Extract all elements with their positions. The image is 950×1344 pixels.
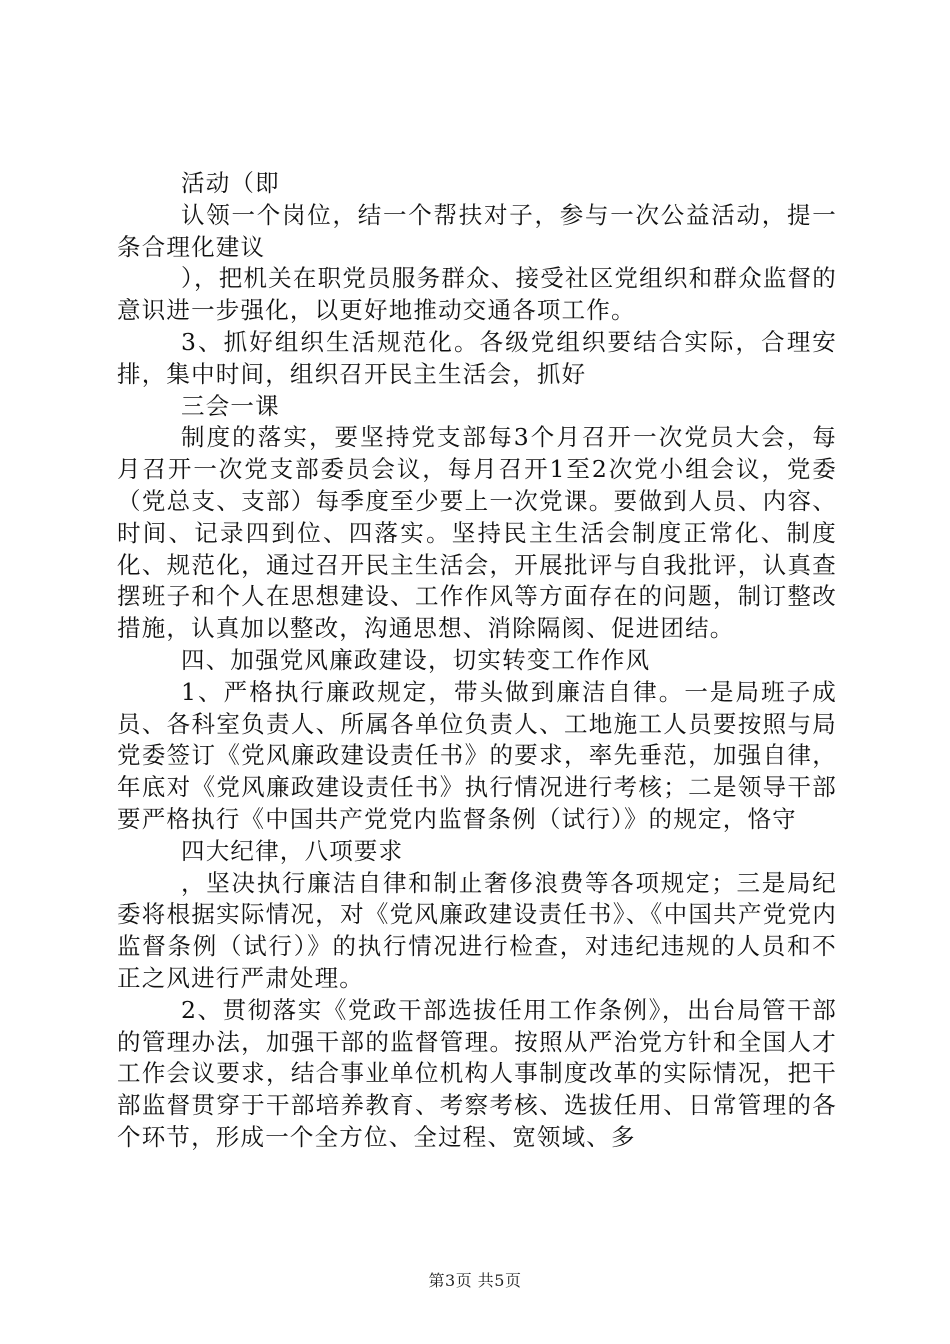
document-body — [117, 168, 837, 1154]
paragraph: 1、严格执行廉政规定，带头做到廉洁自律。一是局班子成员、各科室负责人、所属各单位负责人、工地施工人员要按照与局党委签订《党风廉政建设责任书》的要求，率先垂范，加强自律，年底对《党风廉政建设责任书》执行情况进行考核；二是领导干部要严格执行《中国共产党党内监督条例（试行）》的规定，恪守 — [117, 677, 837, 833]
paragraph: 三会一课 — [181, 391, 280, 420]
paragraph: 2、贯彻落实《党政干部选拔任用工作条例》，出台局管干部的管理办法，加强干部的监督管理。按照从严治党方针和全国人才工作会议要求，结合事业单位机构人事制度改革的实际情况，把干部监督贯穿于干部培养教育、考察考核、选拔任用、日常管理的各个环节，形成一个全方位、全过程、宽领域、多 — [117, 995, 837, 1151]
paragraph: 制度的落实，要坚持党支部每3个月召开一次党员大会，每月召开一次党支部委员会议，每月召开1至2次党小组会议，党委（党总支、支部）每季度至少要上一次党课。要做到人员、内容、时间、记录四到位、四落实。坚持民主生活会制度正常化、制度化、规范化，通过召开民主生活会，开展批评与自我批评，认真查摆班子和个人在思想建设、工作作风等方面存在的问题，制订整改措施，认真加以整改，沟通思想、消除隔阂、促进团结。 — [117, 423, 837, 643]
section-heading: 四、加强党风廉政建设，切实转变工作作风 — [181, 645, 651, 674]
paragraph: 3、抓好组织生活规范化。各级党组织要结合实际，合理安排，集中时间，组织召开民主生活会，抓好 — [117, 327, 837, 388]
paragraph: 活动（即 — [181, 169, 280, 197]
paragraph: ，坚决执行廉洁自律和制止奢侈浪费等各项规定；三是局纪委将根据实际情况，对《党风廉政建设责任书》、《中国共产党党内监督条例（试行）》的执行情况进行检查，对违纪违规的人员和不正之风进行严肃处理。 — [117, 868, 837, 992]
paragraph: 认领一个岗位，结一个帮扶对子，参与一次公益活动，提一条合理化建议 — [117, 200, 837, 261]
paragraph: ），把机关在职党员服务群众、接受社区党组织和群众监督的意识进一步强化，以更好地推动交通各项工作。 — [117, 264, 837, 325]
page-number-footer: 第3页 共5页 — [428, 1271, 522, 1290]
paragraph: 四大纪律，八项要求 — [181, 836, 404, 865]
